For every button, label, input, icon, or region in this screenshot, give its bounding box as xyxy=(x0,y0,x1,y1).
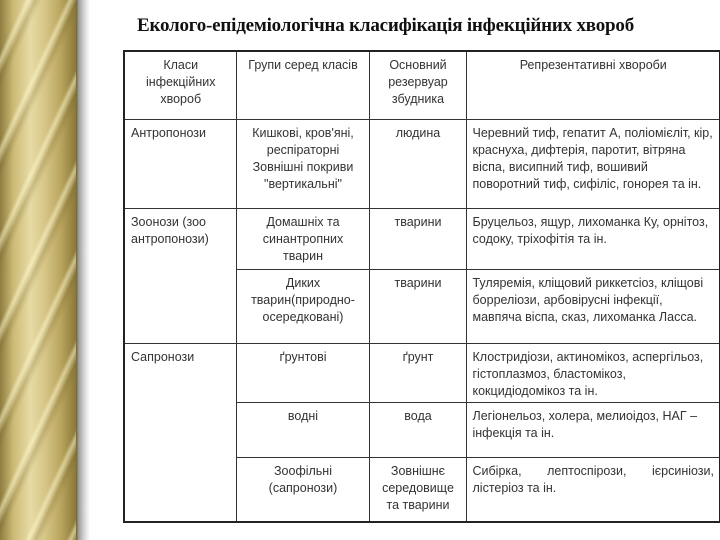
header-row xyxy=(124,51,720,119)
group-cell: Домашніх та синантропних тварин xyxy=(236,208,369,269)
group-cell: ґрунтові xyxy=(236,343,369,402)
group-cell: Диких тварин(природно-осередковані) xyxy=(236,269,369,343)
reservoir-cell: тварини xyxy=(369,269,466,343)
group-cell: водні xyxy=(236,402,369,457)
diseases-cell: Сибірка, лептоспірози, ієрсиніози, лістеріоз та ін. xyxy=(466,457,720,522)
diseases-cell: Туляремія, кліщовий риккетсіоз, кліщові борреліози, арбовірусні інфекції, мавпяча віспа, сказ, лихоманка Ласса. xyxy=(466,269,720,343)
header-diseases: Репрезентативні хвороби xyxy=(466,51,720,119)
group-cell: Зоофільні (сапронози) xyxy=(236,457,369,522)
class-cell: Антропонози xyxy=(124,119,236,208)
diseases-cell: Легіонельоз, холера, мелиоідоз, НАГ – інфекція та ін. xyxy=(466,402,720,457)
reservoir-cell: вода xyxy=(369,402,466,457)
diseases-cell: Клостридіози, актиномікоз, аспергільоз, гістоплазмоз, бластомікоз, кокцидіодомікоз та ін. xyxy=(466,343,720,402)
page-title: Еколого-епідеміологічна класифікація інфекційних хвороб xyxy=(137,15,635,36)
table-row xyxy=(124,208,720,269)
pillar-shadow xyxy=(76,0,90,540)
diseases-cell: Бруцельоз, ящур, лихоманка Ку, орнітоз, содоку, тріхофітія та ін. xyxy=(466,208,720,269)
table-row xyxy=(124,119,720,208)
decorative-gold-pillar xyxy=(0,0,76,540)
diseases-cell: Черевний тиф, гепатит А, поліомієліт, кір, краснуха, дифтерія, паротит, вітряна віспа, висипний тиф, вошивий поворотний тиф, сифіліс, гонорея та ін. xyxy=(466,119,720,208)
reservoir-cell: людина xyxy=(369,119,466,208)
header-groups: Групи серед класів xyxy=(236,51,369,119)
reservoir-cell: тварини xyxy=(369,208,466,269)
class-cell: Зоонози (зоо антропонози) xyxy=(124,208,236,343)
class-cell: Сапронози xyxy=(124,343,236,522)
header-classes: Класи інфекційних хвороб xyxy=(124,51,236,119)
group-cell: Кишкові, кров'яні, респіраторні Зовнішні покриви "вертикальні" xyxy=(236,119,369,208)
classification-table xyxy=(123,50,720,523)
header-reservoir: Основний резервуар збудника xyxy=(369,51,466,119)
reservoir-cell: ґрунт xyxy=(369,343,466,402)
table-row xyxy=(124,343,720,402)
reservoir-cell: Зовнішнє середовище та тварини xyxy=(369,457,466,522)
